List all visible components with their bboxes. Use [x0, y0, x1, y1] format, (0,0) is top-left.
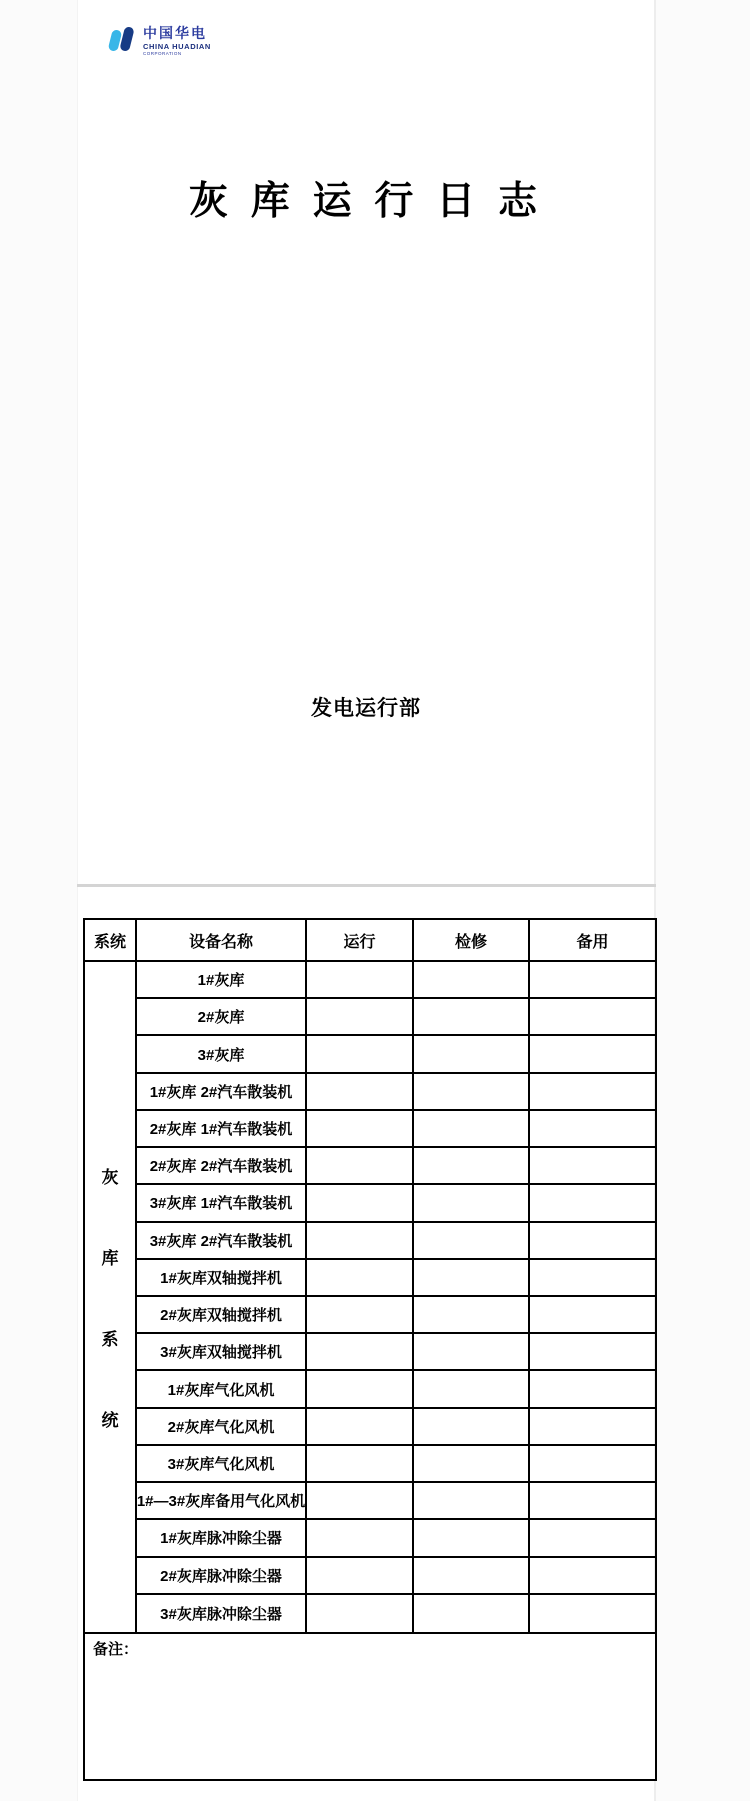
status-cell-running: [307, 1260, 414, 1297]
status-cell-maintenance: [414, 1520, 530, 1557]
status-cell-maintenance: [414, 1260, 530, 1297]
status-cell-maintenance: [414, 1483, 530, 1520]
status-cell-running: [307, 999, 414, 1036]
table-page: [77, 887, 656, 1801]
equipment-name-cell: 2#灰库 2#汽车散装机: [137, 1148, 307, 1185]
status-cell-maintenance: [414, 1111, 530, 1148]
status-cell-maintenance: [414, 999, 530, 1036]
equipment-name-cell: 1#灰库双轴搅拌机: [137, 1260, 307, 1297]
equipment-name-cell: 2#灰库 1#汽车散装机: [137, 1111, 307, 1148]
status-cell-running: [307, 1446, 414, 1483]
logo-name-zh: 中国华电: [143, 25, 207, 41]
status-cell-running: [307, 1334, 414, 1371]
equipment-name-cell: 2#灰库脉冲除尘器: [137, 1558, 307, 1595]
logo-name-en: CHINA HUADIAN: [143, 41, 211, 51]
status-cell-maintenance: [414, 1297, 530, 1334]
equipment-name-cell: 3#灰库脉冲除尘器: [137, 1595, 307, 1632]
status-cell-maintenance: [414, 1371, 530, 1408]
equipment-name-cell: 3#灰库 2#汽车散装机: [137, 1223, 307, 1260]
status-cell-maintenance: [414, 962, 530, 999]
status-cell-running: [307, 1185, 414, 1222]
status-cell-standby: [530, 1148, 655, 1185]
huadian-logo-icon: [108, 26, 138, 52]
column-header-system: 系统: [85, 920, 137, 962]
department-name: 发电运行部: [311, 697, 421, 720]
column-header-running: 运行: [307, 920, 414, 962]
status-cell-standby: [530, 1223, 655, 1260]
status-cell-standby: [530, 999, 655, 1036]
status-cell-standby: [530, 1446, 655, 1483]
status-cell-running: [307, 1074, 414, 1111]
status-cell-running: [307, 1148, 414, 1185]
status-cell-standby: [530, 1595, 655, 1632]
status-cell-maintenance: [414, 1148, 530, 1185]
equipment-name-cell: 1#—3#灰库备用气化风机: [137, 1483, 307, 1520]
status-cell-running: [307, 1036, 414, 1073]
status-cell-maintenance: [414, 1409, 530, 1446]
status-cell-running: [307, 1409, 414, 1446]
logo-name-sub: CORPORATION: [143, 50, 182, 56]
system-label-char: 统: [101, 1410, 119, 1430]
status-cell-running: [307, 1558, 414, 1595]
status-cell-standby: [530, 1111, 655, 1148]
china-huadian-logo: [108, 26, 211, 56]
status-cell-standby: [530, 1260, 655, 1297]
status-cell-running: [307, 962, 414, 999]
equipment-name-cell: 1#灰库: [137, 962, 307, 999]
status-cell-running: [307, 1595, 414, 1632]
equipment-name-cell: 1#灰库 2#汽车散装机: [137, 1074, 307, 1111]
document-title: 灰 库 运 行 日 志: [188, 180, 544, 223]
status-cell-standby: [530, 1483, 655, 1520]
equipment-name-cell: 3#灰库: [137, 1036, 307, 1073]
column-header-standby: 备用: [530, 920, 655, 962]
status-cell-running: [307, 1371, 414, 1408]
status-cell-maintenance: [414, 1185, 530, 1222]
status-cell-standby: [530, 1558, 655, 1595]
status-cell-standby: [530, 1297, 655, 1334]
equipment-name-cell: 2#灰库: [137, 999, 307, 1036]
status-cell-maintenance: [414, 1223, 530, 1260]
equipment-name-cell: 3#灰库气化风机: [137, 1446, 307, 1483]
status-cell-maintenance: [414, 1595, 530, 1632]
status-cell-standby: [530, 1036, 655, 1073]
status-cell-standby: [530, 962, 655, 999]
system-label-char: 系: [101, 1329, 119, 1349]
equipment-name-cell: 1#灰库脉冲除尘器: [137, 1520, 307, 1557]
column-header-maintenance: 检修: [414, 920, 530, 962]
status-cell-standby: [530, 1334, 655, 1371]
status-cell-maintenance: [414, 1446, 530, 1483]
status-cell-running: [307, 1223, 414, 1260]
equipment-name-cell: 2#灰库双轴搅拌机: [137, 1297, 307, 1334]
status-cell-standby: [530, 1371, 655, 1408]
status-cell-running: [307, 1483, 414, 1520]
equipment-table: [83, 918, 657, 1634]
status-cell-standby: [530, 1520, 655, 1557]
status-cell-standby: [530, 1409, 655, 1446]
status-cell-maintenance: [414, 1074, 530, 1111]
cover-page: [77, 0, 656, 884]
status-cell-standby: [530, 1185, 655, 1222]
status-cell-maintenance: [414, 1558, 530, 1595]
equipment-name-cell: 2#灰库气化风机: [137, 1409, 307, 1446]
system-label-char: 库: [101, 1248, 119, 1268]
status-cell-running: [307, 1111, 414, 1148]
system-merged-cell: [85, 962, 137, 1632]
status-cell-maintenance: [414, 1334, 530, 1371]
remark-label: 备注：: [93, 1641, 139, 1658]
equipment-name-cell: 3#灰库双轴搅拌机: [137, 1334, 307, 1371]
system-label-char: 灰: [101, 1167, 119, 1187]
equipment-name-cell: 3#灰库 1#汽车散装机: [137, 1185, 307, 1222]
equipment-name-cell: 1#灰库气化风机: [137, 1371, 307, 1408]
status-cell-standby: [530, 1074, 655, 1111]
status-cell-maintenance: [414, 1036, 530, 1073]
status-cell-running: [307, 1520, 414, 1557]
logo-text-block: [143, 26, 211, 56]
column-header-equipment: 设备名称: [137, 920, 307, 962]
logo-blade-dark-icon: [119, 27, 135, 51]
remark-box: [83, 1632, 657, 1781]
status-cell-running: [307, 1297, 414, 1334]
